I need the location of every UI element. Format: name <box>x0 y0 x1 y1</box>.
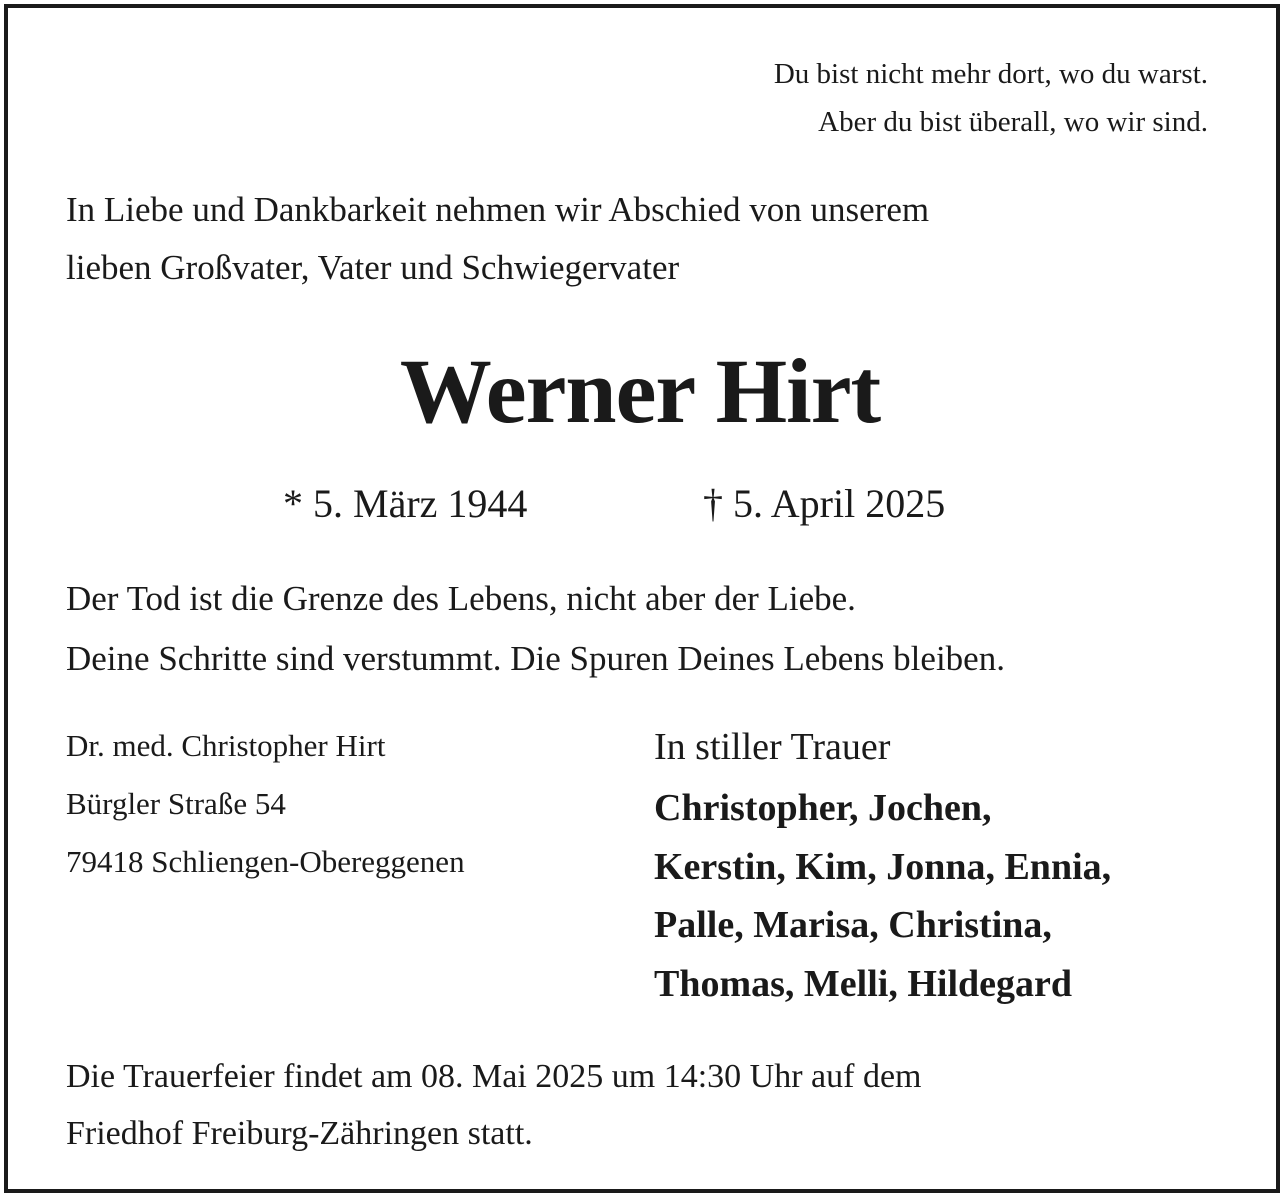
service-line-1: Die Trauerfeier findet am 08. Mai 2025 um 14:30 Uhr auf dem <box>66 1058 922 1095</box>
mourners-line-1: Christopher, Jochen, <box>654 787 992 829</box>
service-line-2: Friedhof Freiburg-Zähringen statt. <box>66 1115 533 1152</box>
quote-line-1: Der Tod ist die Grenze des Lebens, nicht aber der Liebe. <box>66 579 856 618</box>
death-date: † 5. April 2025 <box>703 481 946 526</box>
birth-date: * 5. März 1944 <box>283 481 528 526</box>
address-city: 79418 Schliengen-Obereggenen <box>66 844 465 879</box>
motto-line-2: Aber du bist überall, wo wir sind. <box>818 106 1208 138</box>
contact-address <box>66 717 465 891</box>
deceased-name: Werner Hirt <box>399 340 881 442</box>
quote <box>66 569 1005 689</box>
address-name: Dr. med. Christopher Hirt <box>66 728 386 763</box>
motto <box>774 50 1208 146</box>
intro-line-2: lieben Großvater, Vater und Schwiegervater <box>66 248 680 287</box>
motto-line-1: Du bist nicht mehr dort, wo du warst. <box>773 58 1208 90</box>
address-street: Bürgler Straße 54 <box>66 786 286 821</box>
mourners-line-2: Kerstin, Kim, Jonna, Ennia, <box>654 845 1112 888</box>
mourners-line-3: Palle, Marisa, Christina, <box>654 904 1052 946</box>
mourners-title: In stiller Trauer <box>654 726 891 768</box>
intro-text <box>66 181 929 297</box>
quote-line-2: Deine Schritte sind verstummt. Die Spuren Deines Lebens bleiben. <box>66 639 1005 678</box>
mourners-list <box>654 779 1111 1013</box>
mourners-line-4: Thomas, Melli, Hildegard <box>654 962 1072 1005</box>
intro-line-1: In Liebe und Dankbarkeit nehmen wir Abschied von unserem <box>66 190 930 229</box>
funeral-service-info <box>66 1048 921 1162</box>
